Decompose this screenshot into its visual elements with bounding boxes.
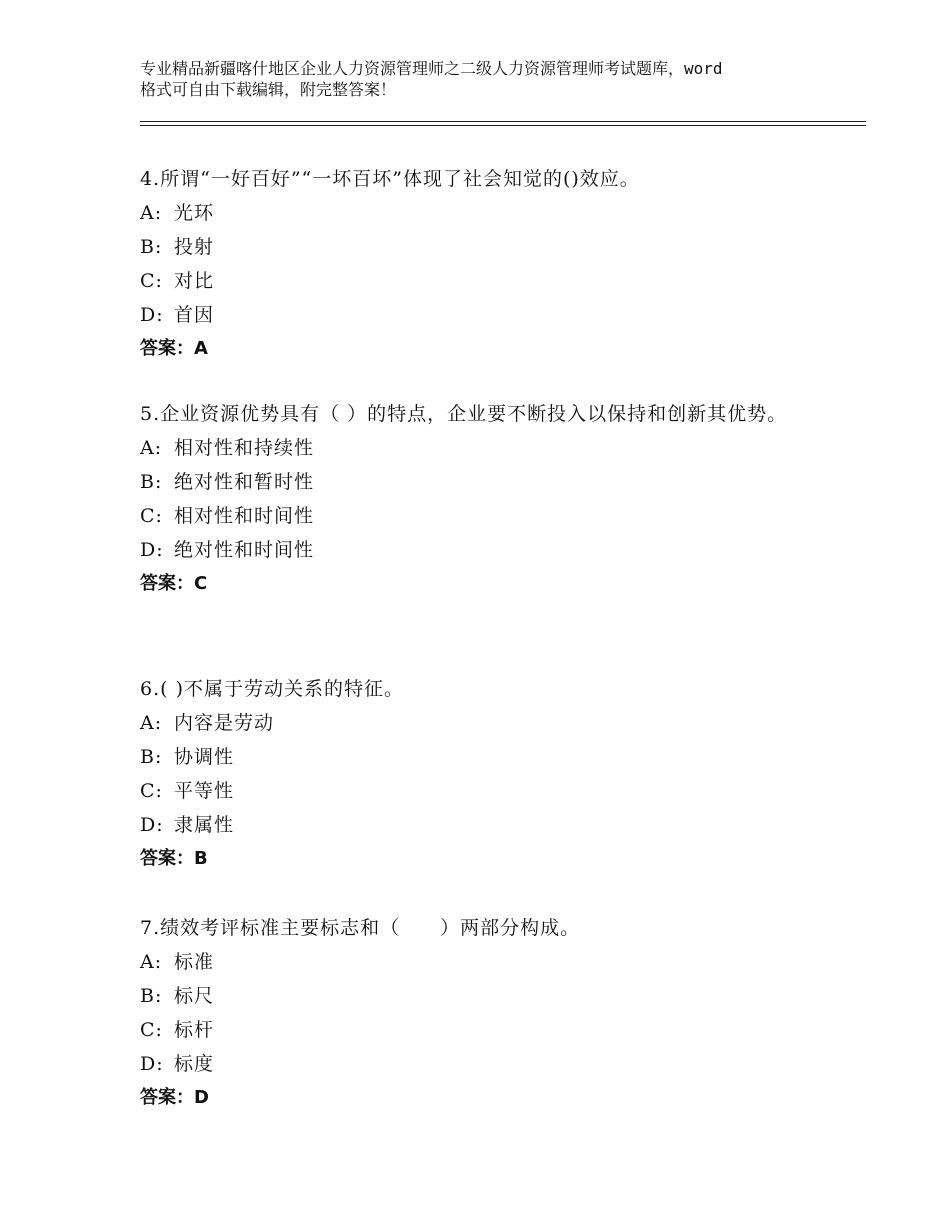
option-letter: A: (140, 951, 163, 973)
option-a (140, 196, 820, 230)
option-b (140, 465, 820, 499)
question-5 (140, 397, 820, 601)
question-4 (140, 162, 820, 366)
option-text: 平等性 (174, 780, 235, 802)
option-text: 隶属性 (174, 814, 235, 836)
option-letter: C: (140, 780, 163, 802)
option-letter: B: (140, 471, 163, 493)
option-letter: A: (140, 202, 163, 224)
option-text: 光环 (174, 202, 215, 224)
answer-label: 答案：D (140, 1087, 209, 1108)
option-text: 标尺 (174, 985, 215, 1007)
option-letter: C: (140, 1019, 163, 1041)
option-d (140, 1047, 820, 1081)
option-text: 协调性 (174, 746, 235, 768)
question-stem: 5.企业资源优势具有（ ）的特点，企业要不断投入以保持和创新其优势。 (140, 403, 788, 425)
option-text: 绝对性和暂时性 (174, 471, 315, 493)
option-c (140, 1013, 820, 1047)
option-letter: D: (140, 814, 164, 836)
option-letter: A: (140, 712, 163, 734)
option-text: 标度 (174, 1053, 215, 1075)
option-d (140, 298, 820, 332)
question-6 (140, 672, 820, 876)
option-letter: C: (140, 505, 163, 527)
option-d (140, 533, 820, 567)
option-text: 首因 (174, 304, 215, 326)
option-letter: B: (140, 236, 163, 258)
option-letter: B: (140, 746, 163, 768)
answer-label: 答案：B (140, 848, 208, 869)
answer-label: 答案：C (140, 573, 208, 594)
option-text: 内容是劳动 (174, 712, 275, 734)
option-letter: D: (140, 304, 164, 326)
question-stem: 4.所谓“一好百好”“一坏百坏”体现了社会知觉的()效应。 (140, 168, 640, 190)
option-c (140, 774, 820, 808)
option-letter: A: (140, 437, 163, 459)
option-a (140, 945, 820, 979)
option-text: 绝对性和时间性 (174, 539, 315, 561)
question-7 (140, 911, 820, 1115)
document-header (140, 58, 840, 100)
option-b (140, 979, 820, 1013)
option-c (140, 264, 820, 298)
option-d (140, 808, 820, 842)
question-stem: 6.( )不属于劳动关系的特征。 (140, 678, 404, 700)
option-text: 标准 (174, 951, 215, 973)
option-letter: D: (140, 1053, 164, 1075)
option-text: 相对性和时间性 (174, 505, 315, 527)
option-letter: C: (140, 270, 163, 292)
answer-label: 答案：A (140, 338, 208, 359)
option-b (140, 230, 820, 264)
option-b (140, 740, 820, 774)
header-line-2: 格式可自由下载编辑，附完整答案！ (140, 80, 397, 99)
option-letter: D: (140, 539, 164, 561)
option-a (140, 431, 820, 465)
header-divider-top (140, 121, 866, 122)
question-stem: 7.绩效考评标准主要标志和（ ）两部分构成。 (140, 917, 581, 939)
option-text: 标杆 (174, 1019, 215, 1041)
header-line-1: 专业精品新疆喀什地区企业人力资源管理师之二级人力资源管理师考试题库，word (140, 59, 723, 78)
option-letter: B: (140, 985, 163, 1007)
option-text: 对比 (174, 270, 215, 292)
option-a (140, 706, 820, 740)
option-c (140, 499, 820, 533)
header-divider-bottom (140, 125, 866, 126)
option-text: 相对性和持续性 (174, 437, 315, 459)
option-text: 投射 (174, 236, 215, 258)
